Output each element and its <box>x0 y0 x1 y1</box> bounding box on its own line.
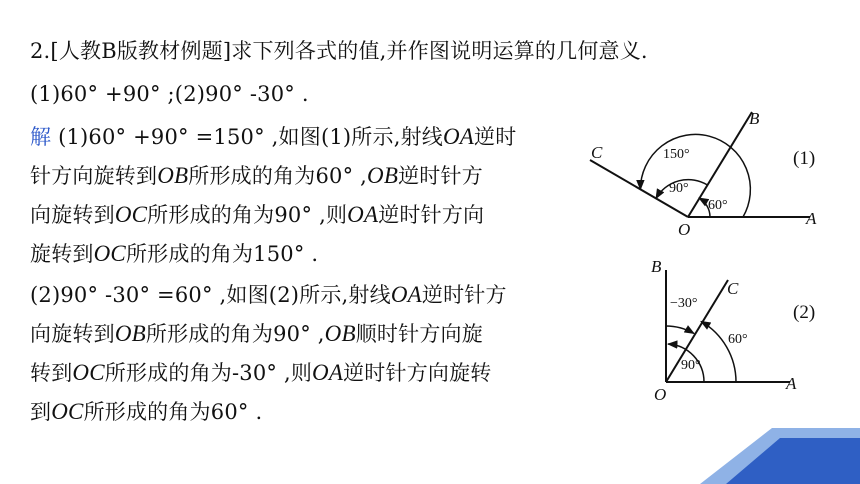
ray-ob: OB <box>324 321 356 346</box>
solution-line-8 <box>30 398 262 426</box>
figure-2-diagram <box>600 255 860 405</box>
label-b: B <box>749 109 760 128</box>
text: 旋转到 <box>30 242 94 266</box>
label-a: A <box>786 374 797 393</box>
solution-line-1 <box>30 123 516 151</box>
text: 所形成的角为-30° ,则 <box>104 361 313 385</box>
text: 所形成的角为150° . <box>125 242 319 266</box>
ray-oa: OA <box>347 202 379 227</box>
ray-oc: OC <box>114 202 148 227</box>
solution-line-6 <box>30 320 483 348</box>
ray-oa: OA <box>312 360 344 385</box>
ray-oc: OC <box>51 399 84 424</box>
solution-line-7 <box>30 359 492 387</box>
angle-label-150: 150° <box>663 147 690 162</box>
text: (1)60° +90° =150° ,如图(1)所示,射线 <box>51 125 443 149</box>
label-o: O <box>654 385 667 404</box>
angle-label-60: 60° <box>708 198 728 213</box>
label-c: C <box>727 279 739 298</box>
ray-oc: OC <box>72 360 105 385</box>
text: 所形成的角为90° ,则 <box>147 203 348 227</box>
label-b: B <box>651 257 662 276</box>
text: 向旋转到 <box>30 322 115 346</box>
problem-title: 2.[人教B版教材例题]求下列各式的值,并作图说明运算的几何意义. <box>30 39 648 63</box>
solution-line-5 <box>30 281 507 309</box>
ray-oa: OA <box>442 124 475 149</box>
problem-expression: (1)60° +90° ;(2)90° -30° . <box>30 82 309 106</box>
label-a: A <box>806 209 817 228</box>
text: 逆时针方 <box>421 283 507 307</box>
figure-2-caption: (2) <box>793 302 816 323</box>
text: 所形成的角为90° , <box>145 322 325 346</box>
text: 逆时 <box>474 125 517 149</box>
arc-minus-30 <box>666 326 694 334</box>
text: 逆时针方向 <box>378 203 485 227</box>
angle-label-90: 90° <box>681 358 701 373</box>
solution-line-4 <box>30 240 318 268</box>
ray-oa: OA <box>390 282 422 307</box>
label-c: C <box>591 143 603 162</box>
text: 顺时针方向旋 <box>355 322 483 346</box>
solution-line-2 <box>30 162 483 190</box>
corner-dark-band <box>726 438 860 484</box>
solution-mark: 解 <box>30 125 52 149</box>
angle-label-90: 90° <box>669 181 689 196</box>
text: 针方向旋转到 <box>30 164 158 188</box>
text: 转到 <box>30 361 73 385</box>
text: 到 <box>30 400 52 424</box>
angle-label-minus-30: −30° <box>670 296 698 311</box>
corner-light-band <box>700 428 860 484</box>
figure-1-diagram <box>580 105 850 245</box>
ray-ob: OB <box>367 163 399 188</box>
text: 逆时针方向旋转 <box>343 361 492 385</box>
arc-60 <box>701 321 736 382</box>
label-o: O <box>678 220 691 239</box>
text: 逆时针方 <box>398 164 483 188</box>
text: (2)90° -30° =60° ,如图(2)所示,射线 <box>30 283 391 307</box>
ray-oc: OC <box>93 241 126 266</box>
ray-ob: OB <box>114 321 146 346</box>
text: 所形成的角为60° , <box>188 164 368 188</box>
angle-label-60: 60° <box>728 332 748 347</box>
figure-1-caption: (1) <box>793 148 816 169</box>
text: 向旋转到 <box>30 203 115 227</box>
solution-line-3 <box>30 201 484 229</box>
text: 所形成的角为60° . <box>83 400 263 424</box>
ray-ob: OB <box>157 163 189 188</box>
